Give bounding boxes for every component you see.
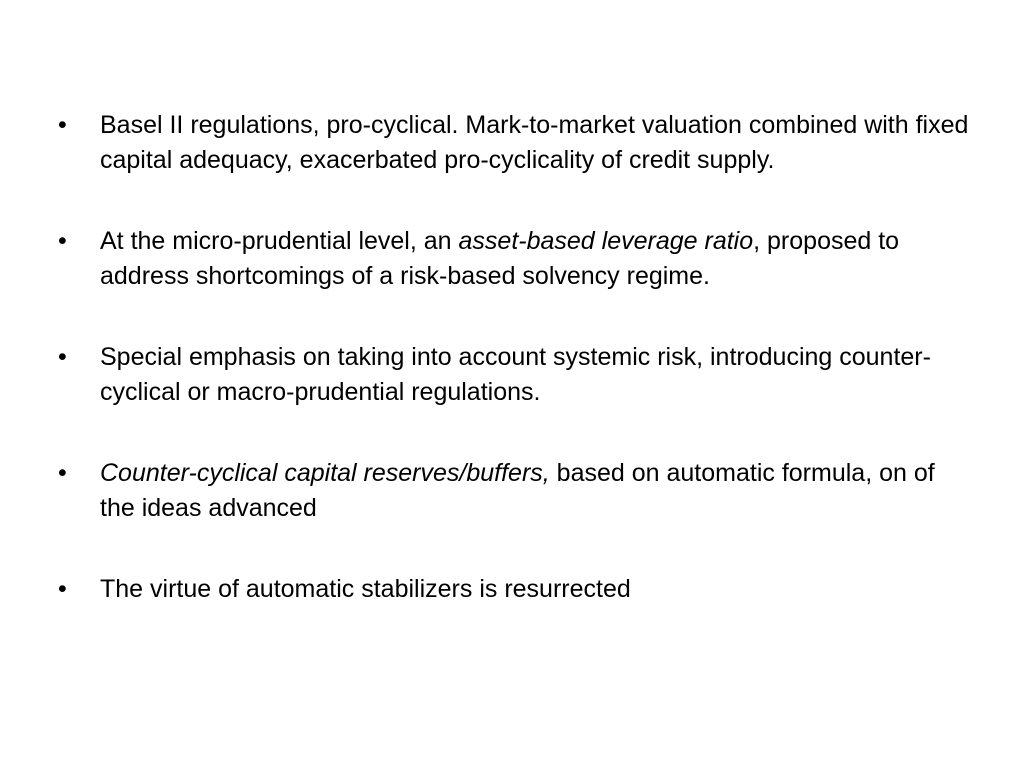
- bullet-dot-icon: •: [58, 227, 67, 255]
- bullet-text-before: At the micro-prudential level, an: [100, 227, 459, 255]
- bullet-dot-icon: •: [58, 343, 67, 371]
- bullet-item-leverage-ratio: [58, 224, 970, 294]
- bullet-item-automatic-stabilizers: [58, 572, 970, 607]
- bullet-text-after: , proposed to address shortcomings of a risk-based solvency regime.: [100, 227, 900, 290]
- bullet-text-emphasis: Counter-cyclical capital reserves/buffers,: [100, 459, 550, 487]
- bullet-dot-icon: •: [58, 575, 67, 603]
- bullet-text: Basel II regulations, pro-cyclical. Mark-to-market valuation combined with fixed capital adequacy, exacerbated pro-cyclicality of credit supply.: [100, 111, 969, 174]
- bullet-item-systemic-risk: [58, 340, 970, 410]
- bullet-list: [58, 108, 970, 607]
- bullet-item-basel-ii: [58, 108, 970, 178]
- bullet-dot-icon: •: [58, 111, 67, 139]
- bullet-item-capital-buffers: [58, 456, 970, 526]
- bullet-dot-icon: •: [58, 459, 67, 487]
- bullet-text: Special emphasis on taking into account systemic risk, introducing counter-cyclical or macro-prudential regulations.: [100, 343, 931, 406]
- bullet-text-emphasis: asset-based leverage ratio: [458, 227, 754, 255]
- bullet-text: The virtue of automatic stabilizers is resurrected: [100, 575, 631, 603]
- bullet-text-after: based on automatic formula, on of the ideas advanced: [100, 459, 935, 522]
